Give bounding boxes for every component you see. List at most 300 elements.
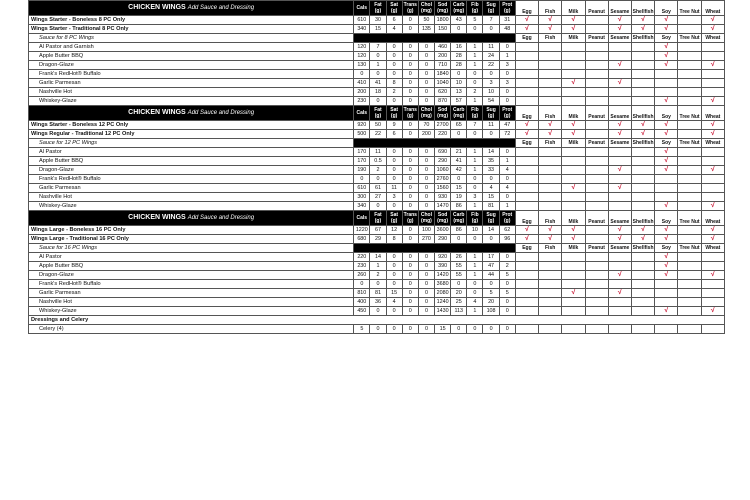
allergen-header: Wheat (701, 244, 724, 253)
nutrient-value: 340 (354, 202, 370, 211)
nutrient-header-unit: (mg) (421, 113, 432, 119)
allergen-check-icon: √ (562, 121, 585, 130)
nutrient-header-label: Sat (390, 2, 399, 8)
allergen-cell (608, 325, 631, 334)
nutrient-value: 0 (467, 289, 483, 298)
allergen-check-icon: √ (562, 16, 585, 25)
nutrient-header (386, 1, 402, 16)
nutrient-value: 390 (435, 262, 451, 271)
nutrient-value: 21 (451, 148, 467, 157)
nutrient-value: 290 (435, 157, 451, 166)
section-subtitle: Add Sauce and Dressing (187, 215, 255, 221)
allergen-cell (585, 235, 608, 244)
menu-item-row (29, 175, 725, 184)
allergen-cell (562, 271, 585, 280)
nutrient-value: 0 (418, 253, 434, 262)
menu-item-row (29, 157, 725, 166)
nutrient-value: 0 (386, 202, 402, 211)
menu-item-name: Garlic Parmesan (29, 79, 354, 88)
nutrient-header (483, 106, 499, 121)
nutrient-value: 10 (467, 226, 483, 235)
allergen-cell (515, 70, 538, 79)
nutrient-header-unit: (g) (407, 113, 414, 119)
allergen-cell (515, 157, 538, 166)
nutrient-value: 5 (354, 325, 370, 334)
allergen-cell (655, 298, 678, 307)
nutrient-value: 3 (499, 79, 515, 88)
allergen-check-icon: √ (608, 226, 631, 235)
allergen-header: Sesame (608, 244, 631, 253)
allergen-cell (608, 148, 631, 157)
menu-item-row (29, 235, 725, 244)
allergen-check-icon: √ (655, 25, 678, 34)
allergen-cell (631, 52, 654, 61)
nutrient-value: 810 (354, 289, 370, 298)
nutrient-value: 4 (483, 184, 499, 193)
nutrient-value: 4 (386, 25, 402, 34)
allergen-cell (585, 61, 608, 70)
allergen-check-icon: √ (701, 61, 724, 70)
allergen-check-icon: √ (701, 307, 724, 316)
nutrient-header-label: Sat (390, 107, 399, 113)
nutrient-header (451, 1, 467, 16)
allergen-cell (515, 253, 538, 262)
allergen-cell (678, 307, 701, 316)
nutrient-value: 3 (483, 79, 499, 88)
allergen-header: Egg (515, 34, 538, 43)
allergen-check-icon: √ (608, 121, 631, 130)
allergen-header: Milk (562, 34, 585, 43)
nutrient-header-unit: (mg) (437, 218, 449, 224)
nutrient-value: 0 (418, 202, 434, 211)
nutrient-value: 1 (467, 307, 483, 316)
nutrient-value: 0 (483, 70, 499, 79)
allergen-check-icon: √ (515, 130, 538, 139)
allergen-cell (562, 298, 585, 307)
allergen-check-icon: √ (539, 121, 562, 130)
allergen-cell (585, 325, 608, 334)
nutrient-value: 14 (483, 226, 499, 235)
menu-item-name: Nashville Hot (29, 193, 354, 202)
nutrient-value: 1 (467, 166, 483, 175)
allergen-header: Peanut (585, 139, 608, 148)
nutrient-value: 1 (467, 61, 483, 70)
nutrient-value: 29 (370, 235, 386, 244)
nutrient-header-unit: (g) (471, 113, 479, 119)
allergen-check-icon: √ (631, 235, 654, 244)
nutrient-value: 22 (483, 61, 499, 70)
allergen-cell (701, 88, 724, 97)
nutrient-value: 0 (499, 253, 515, 262)
nutrient-value: 25 (451, 298, 467, 307)
allergen-check-icon: √ (515, 121, 538, 130)
nutrient-header (354, 1, 370, 16)
allergen-cell (515, 61, 538, 70)
nutrient-value: 0 (402, 193, 418, 202)
allergen-cell (678, 52, 701, 61)
nutrient-value: 28 (451, 61, 467, 70)
nutrient-value: 0 (386, 52, 402, 61)
nutrient-value: 0 (483, 280, 499, 289)
allergen-cell (585, 16, 608, 25)
menu-item-name: Celery (4) (29, 325, 354, 334)
allergen-check-icon: √ (608, 184, 631, 193)
allergen-cell (515, 193, 538, 202)
nutrient-header-unit: (g) (390, 8, 398, 14)
allergen-check-icon: √ (701, 202, 724, 211)
menu-item-row (29, 280, 725, 289)
section-header-row (29, 211, 725, 226)
allergen-cell (608, 97, 631, 106)
nutrient-value: 0 (354, 70, 370, 79)
nutrient-value: 0 (402, 88, 418, 97)
nutrient-header-label: Chol (420, 2, 432, 8)
allergen-cell (585, 166, 608, 175)
menu-item-row (29, 271, 725, 280)
nutrient-value: 620 (435, 88, 451, 97)
nutrient-value: 3680 (435, 280, 451, 289)
allergen-check-icon: √ (631, 121, 654, 130)
allergen-check-icon: √ (515, 16, 538, 25)
nutrient-value: 0 (370, 70, 386, 79)
nutrient-value: 0 (483, 25, 499, 34)
nutrient-value: 3600 (435, 226, 451, 235)
allergen-cell (608, 253, 631, 262)
nutrient-value: 50 (418, 16, 434, 25)
nutrient-header-label: Carb (453, 107, 465, 113)
nutrient-value: 1840 (435, 70, 451, 79)
nutrient-header-label: Trans (403, 2, 417, 8)
allergen-header: Soy (655, 106, 678, 121)
menu-item-name: Garlic Parmesan (29, 184, 354, 193)
nutrition-table (28, 0, 725, 334)
nutrient-header-label: Prot (502, 212, 513, 218)
allergen-cell (562, 88, 585, 97)
nutrient-value: 0 (402, 184, 418, 193)
nutrient-header-label: Sug (486, 107, 496, 113)
nutrient-value: 2 (467, 88, 483, 97)
allergen-cell (539, 175, 562, 184)
allergen-cell (608, 202, 631, 211)
allergen-cell (631, 280, 654, 289)
nutrient-value: 1 (467, 157, 483, 166)
nutrient-value: 81 (370, 289, 386, 298)
allergen-header: Sesame (608, 1, 631, 16)
allergen-cell (678, 289, 701, 298)
sauce-subheader-row (29, 139, 725, 148)
allergen-cell (678, 280, 701, 289)
section-title-text: CHICKEN WINGS (128, 214, 186, 221)
nutrient-value: 3 (467, 193, 483, 202)
allergen-check-icon: √ (631, 16, 654, 25)
nutrient-value: 0 (402, 253, 418, 262)
allergen-cell (655, 325, 678, 334)
allergen-cell (678, 226, 701, 235)
nutrient-value: 0 (451, 235, 467, 244)
allergen-cell (655, 88, 678, 97)
menu-item-row (29, 148, 725, 157)
allergen-check-icon: √ (562, 226, 585, 235)
sauce-subheader-fill (354, 244, 516, 253)
nutrient-value: 1 (467, 43, 483, 52)
allergen-cell (678, 79, 701, 88)
allergen-cell (515, 88, 538, 97)
menu-item-row (29, 97, 725, 106)
allergen-cell (539, 253, 562, 262)
nutrient-value: 0 (418, 61, 434, 70)
menu-item-name: Wings Starter - Traditional 8 PC Only (29, 25, 354, 34)
nutrient-value: 0 (370, 97, 386, 106)
allergen-cell (678, 157, 701, 166)
allergen-header: Fish (539, 211, 562, 226)
menu-item-row (29, 79, 725, 88)
allergen-header: Soy (655, 1, 678, 16)
nutrient-value: 450 (354, 307, 370, 316)
allergen-cell (608, 262, 631, 271)
nutrient-value: 1 (499, 52, 515, 61)
nutrient-value: 0 (402, 175, 418, 184)
allergen-cell (608, 193, 631, 202)
allergen-cell (701, 325, 724, 334)
nutrient-value: 0 (386, 61, 402, 70)
nutrient-header-unit: (g) (487, 8, 495, 14)
allergen-header: Milk (562, 1, 585, 16)
menu-item-name: Wings Large - Traditional 16 PC Only (29, 235, 354, 244)
nutrient-value: 0 (402, 70, 418, 79)
allergen-check-icon: √ (608, 289, 631, 298)
allergen-cell (585, 271, 608, 280)
allergen-cell (678, 325, 701, 334)
allergen-cell (562, 70, 585, 79)
nutrient-value: 190 (354, 166, 370, 175)
nutrient-value: 1 (499, 202, 515, 211)
nutrient-value: 4 (386, 298, 402, 307)
nutrient-header-unit: (g) (487, 218, 495, 224)
nutrient-value: 0 (418, 52, 434, 61)
allergen-cell (678, 271, 701, 280)
allergen-check-icon: √ (655, 16, 678, 25)
nutrient-value: 0 (418, 298, 434, 307)
allergen-header: Fish (539, 244, 562, 253)
menu-item-row (29, 130, 725, 139)
nutrient-value: 0 (483, 235, 499, 244)
nutrient-value: 680 (354, 235, 370, 244)
allergen-cell (539, 307, 562, 316)
allergen-cell (631, 271, 654, 280)
allergen-header: Tree Nut (678, 211, 701, 226)
allergen-check-icon: √ (701, 130, 724, 139)
nutrient-value: 0 (483, 175, 499, 184)
allergen-check-icon: √ (655, 52, 678, 61)
sauce-subheader-row (29, 244, 725, 253)
nutrient-value: 0 (499, 307, 515, 316)
nutrient-value: 1800 (435, 16, 451, 25)
nutrient-value: 0 (402, 61, 418, 70)
nutrient-value: 5 (499, 271, 515, 280)
allergen-cell (539, 157, 562, 166)
allergen-cell (655, 175, 678, 184)
nutrient-header (402, 1, 418, 16)
nutrient-value: 0 (402, 97, 418, 106)
allergen-header: Peanut (585, 106, 608, 121)
nutrient-value: 86 (451, 202, 467, 211)
nutrient-value: 0 (402, 25, 418, 34)
allergen-header: Egg (515, 211, 538, 226)
nutrient-value: 2 (370, 271, 386, 280)
nutrient-header-label: Cals (356, 215, 368, 221)
nutrient-value: 0 (418, 148, 434, 157)
allergen-cell (515, 166, 538, 175)
allergen-cell (515, 298, 538, 307)
allergen-cell (515, 202, 538, 211)
nutrient-value: 0 (402, 235, 418, 244)
allergen-cell (631, 325, 654, 334)
nutrient-value: 230 (354, 97, 370, 106)
nutrient-value: 6 (386, 130, 402, 139)
allergen-cell (678, 148, 701, 157)
subsection-row (29, 316, 725, 325)
nutrient-value: 1560 (435, 184, 451, 193)
nutrient-value: 920 (354, 121, 370, 130)
menu-item-name: Al Pastor (29, 253, 354, 262)
nutrient-value: 15 (386, 289, 402, 298)
nutrient-value: 260 (354, 271, 370, 280)
nutrient-value: 7 (483, 16, 499, 25)
allergen-cell (678, 298, 701, 307)
nutrient-value: 200 (435, 52, 451, 61)
nutrient-value: 170 (354, 148, 370, 157)
nutrient-value: 120 (354, 43, 370, 52)
allergen-cell (608, 70, 631, 79)
nutrient-value: 0 (402, 148, 418, 157)
nutrient-value: 0 (386, 262, 402, 271)
nutrient-value: 0 (402, 16, 418, 25)
allergen-cell (562, 148, 585, 157)
allergen-cell (678, 16, 701, 25)
nutrient-value: 1040 (435, 79, 451, 88)
nutrient-header (370, 106, 386, 121)
nutrient-value: 1 (467, 271, 483, 280)
allergen-cell (515, 184, 538, 193)
allergen-header: Milk (562, 139, 585, 148)
allergen-cell (631, 148, 654, 157)
allergen-cell (539, 280, 562, 289)
allergen-cell (585, 70, 608, 79)
allergen-cell (655, 79, 678, 88)
nutrient-value: 0 (483, 130, 499, 139)
nutrient-value: 0 (451, 70, 467, 79)
allergen-cell (515, 325, 538, 334)
allergen-check-icon: √ (655, 148, 678, 157)
nutrient-value: 1470 (435, 202, 451, 211)
allergen-cell (585, 307, 608, 316)
allergen-check-icon: √ (655, 43, 678, 52)
nutrient-value: 96 (499, 235, 515, 244)
allergen-check-icon: √ (701, 235, 724, 244)
allergen-cell (701, 280, 724, 289)
nutrient-value: 1220 (354, 226, 370, 235)
nutrient-value: 8 (386, 79, 402, 88)
nutrient-value: 0 (402, 226, 418, 235)
allergen-cell (539, 325, 562, 334)
nutrient-header (386, 106, 402, 121)
menu-item-name: Apple Butter BBQ (29, 52, 354, 61)
nutrient-value: 0 (402, 166, 418, 175)
allergen-header: Shellfish (631, 1, 654, 16)
menu-item-row (29, 121, 725, 130)
nutrient-value: 28 (451, 52, 467, 61)
allergen-cell (539, 88, 562, 97)
nutrient-value: 2 (386, 88, 402, 97)
nutrient-header-label: Fib (471, 107, 479, 113)
allergen-cell (631, 175, 654, 184)
nutrient-value: 26 (451, 253, 467, 262)
allergen-check-icon: √ (539, 130, 562, 139)
nutrient-value: 0 (354, 280, 370, 289)
nutrient-header-label: Sat (390, 212, 399, 218)
nutrient-value: 130 (354, 61, 370, 70)
nutrient-value: 0 (467, 175, 483, 184)
menu-item-name: Al Pastor (29, 148, 354, 157)
allergen-check-icon: √ (631, 130, 654, 139)
allergen-cell (515, 97, 538, 106)
nutrient-header-unit: (g) (504, 113, 511, 119)
nutrient-value: 410 (354, 79, 370, 88)
nutrient-value: 10 (451, 79, 467, 88)
allergen-check-icon: √ (608, 130, 631, 139)
allergen-header: Soy (655, 139, 678, 148)
nutrient-value: 15 (483, 193, 499, 202)
allergen-cell (701, 43, 724, 52)
nutrient-value: 0 (499, 148, 515, 157)
nutrient-header (499, 211, 515, 226)
nutrient-value: 100 (418, 226, 434, 235)
nutrient-value: 16 (451, 43, 467, 52)
allergen-cell (701, 175, 724, 184)
nutrient-value: 86 (451, 226, 467, 235)
nutrient-header-label: Cals (356, 5, 368, 11)
nutrient-value: 22 (370, 130, 386, 139)
nutrient-value: 0 (499, 280, 515, 289)
nutrient-header (370, 211, 386, 226)
allergen-header: Tree Nut (679, 140, 700, 146)
nutrient-value: 0 (386, 97, 402, 106)
nutrient-value: 1 (499, 157, 515, 166)
nutrient-value: 0 (402, 121, 418, 130)
menu-item-row (29, 25, 725, 34)
menu-item-name: Nashville Hot (29, 88, 354, 97)
allergen-header: Fish (539, 34, 562, 43)
nutrient-value: 690 (435, 148, 451, 157)
nutrient-header-label: Chol (420, 107, 432, 113)
menu-item-row (29, 184, 725, 193)
allergen-cell (539, 271, 562, 280)
allergen-cell (539, 202, 562, 211)
nutrient-value: 0 (402, 280, 418, 289)
nutrient-value: 5 (499, 289, 515, 298)
allergen-cell (631, 184, 654, 193)
allergen-check-icon: √ (539, 235, 562, 244)
nutrient-header-label: Carb (453, 2, 465, 8)
nutrient-value: 1 (467, 253, 483, 262)
nutrient-value: 220 (435, 130, 451, 139)
menu-item-name: Nashville Hot (29, 298, 354, 307)
nutrient-value: 54 (483, 97, 499, 106)
nutrient-value: 7 (467, 121, 483, 130)
nutrient-header (499, 1, 515, 16)
nutrient-value: 0 (370, 280, 386, 289)
nutrient-value: 14 (370, 253, 386, 262)
